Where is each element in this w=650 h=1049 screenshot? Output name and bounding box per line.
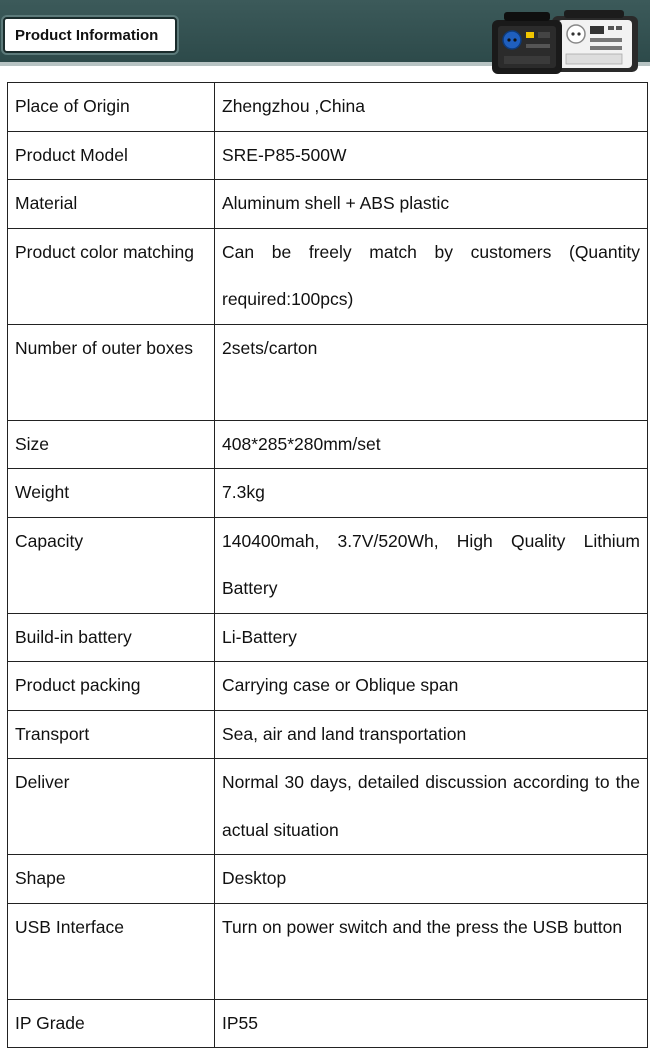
table-row: [8, 999, 648, 1048]
spec-label: USB Interface: [8, 903, 215, 999]
table-row: [8, 324, 648, 420]
spec-label: Product Model: [8, 131, 215, 180]
spec-value: Normal 30 days, detailed discussion according to the actual situation: [215, 759, 648, 855]
page-title: Product Information: [3, 17, 177, 53]
spec-label: Size: [8, 420, 215, 469]
spec-value: 2sets/carton: [215, 324, 648, 420]
spec-value: 7.3kg: [215, 469, 648, 518]
spec-label: Material: [8, 180, 215, 229]
product-spec-table: [7, 82, 648, 1048]
spec-value: IP55: [215, 999, 648, 1048]
spec-value: Can be freely match by customers (Quantity required:100pcs): [215, 228, 648, 324]
spec-value: Li-Battery: [215, 613, 648, 662]
spec-value: Turn on power switch and the press the USB button: [215, 903, 648, 999]
spec-label: Transport: [8, 710, 215, 759]
spec-label: Build-in battery: [8, 613, 215, 662]
table-row: [8, 228, 648, 324]
spec-value: Carrying case or Oblique span: [215, 662, 648, 711]
spec-label: Place of Origin: [8, 83, 215, 132]
table-row: [8, 131, 648, 180]
table-row: [8, 180, 648, 229]
table-row: [8, 903, 648, 999]
table-row: [8, 420, 648, 469]
spec-label: Shape: [8, 855, 215, 904]
spec-value: SRE-P85-500W: [215, 131, 648, 180]
power-station-product-image: [490, 6, 642, 76]
spec-value: Aluminum shell + ABS plastic: [215, 180, 648, 229]
table-row: [8, 517, 648, 613]
spec-label: Number of outer boxes: [8, 324, 215, 420]
spec-value: 408*285*280mm/set: [215, 420, 648, 469]
spec-label: Product packing: [8, 662, 215, 711]
spec-value: Zhengzhou ,China: [215, 83, 648, 132]
spec-label: Product color matching: [8, 228, 215, 324]
spec-label: Capacity: [8, 517, 215, 613]
table-row: [8, 83, 648, 132]
table-row: [8, 759, 648, 855]
table-row: [8, 710, 648, 759]
spec-label: Deliver: [8, 759, 215, 855]
spec-label: IP Grade: [8, 999, 215, 1048]
spec-value: Sea, air and land transportation: [215, 710, 648, 759]
table-row: [8, 662, 648, 711]
spec-value: Desktop: [215, 855, 648, 904]
table-row: [8, 855, 648, 904]
spec-value: 140400mah, 3.7V/520Wh, High Quality Lithium Battery: [215, 517, 648, 613]
table-row: [8, 613, 648, 662]
table-row: [8, 469, 648, 518]
spec-label: Weight: [8, 469, 215, 518]
